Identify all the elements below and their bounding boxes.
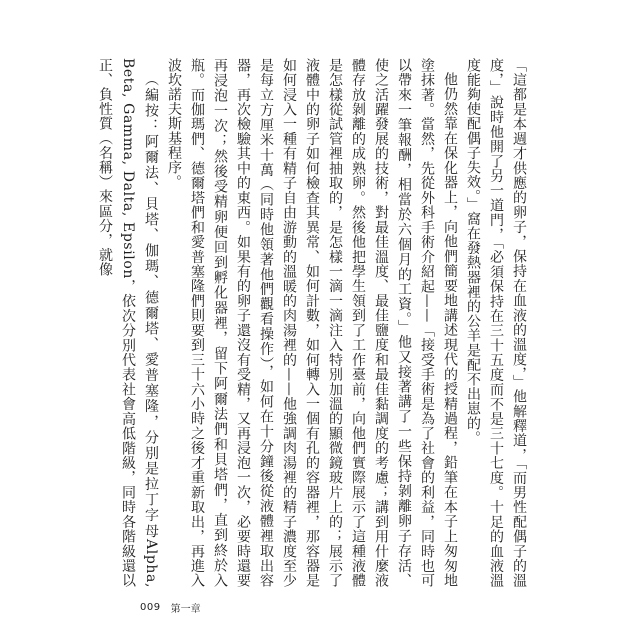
chapter-label: 第一章 <box>170 604 201 615</box>
paragraph-editor-note: （編按：阿爾法、貝塔、伽瑪、德爾塔、愛普塞隆，分別是拉丁字母Alpha, Beta, Gamma, Dalta, Epsilon，依次分別代表社會高低階級，同時各階級還以正、負性質（名稱）來區分，就像 <box>97 58 159 588</box>
page-footer <box>140 600 201 615</box>
paragraph-fertilization-process: 他仍然靠在保化器上，向他們簡要地講述現代的授精過程，鉛筆在本子上匆匆地塗抹著。當然，先從外科手術介紹起——「接受手術是為了社會的利益，同時也可以帶來一筆報酬，相當於六個月的工資。」他又接著講了一些保持剝離卵子存活、使之活躍發展的技術，對最佳溫度、最佳鹽度和最佳黏調度的考慮；講到用什麼液體存放剝離的成熟卵。然後他把學生領到了工作臺前，向他們實際展示了這種液體是怎樣從試管裡抽取的，是怎樣一滴一滴注入特別加溫的顯微鏡玻片上的；展示了液體中的卵子如何檢查其異常、如何計數，如何轉入一個有孔的容器裡，那容器是如何浸入一種有精子自由游動的溫暖的肉湯裡的——他強調肉湯裡的精子濃度至少是每立方厘米十萬（同時他領著他們觀看操作），如何在十分鐘後從液體裡取出容器，再次檢驗其中的東西。如果有的卵子還沒有受精，又再浸泡一次，必要時還要再浸泡一次；然後受精卵便回到孵化器裡，留下阿爾法們和貝塔們，直到終於入瓶。而伽瑪們、德爾塔們和愛普塞隆們則要到三十六小時之後才重新取出，再進入波坎諾夫斯基程序。 <box>166 58 458 588</box>
paragraph-dialogue: 「這都是本週才供應的卵子，保持在血液的溫度，」他解釋道，「而男性配偶子的溫度，」說時他開了另一道門，「必須保持在三十五度而不是三十七度。十足的血液溫度能夠使配偶子失效。」窩在發熱器裡的公羊是配不出崽的。 <box>465 58 527 588</box>
vertical-text-block <box>97 58 530 588</box>
page-number: 009 <box>140 602 161 613</box>
